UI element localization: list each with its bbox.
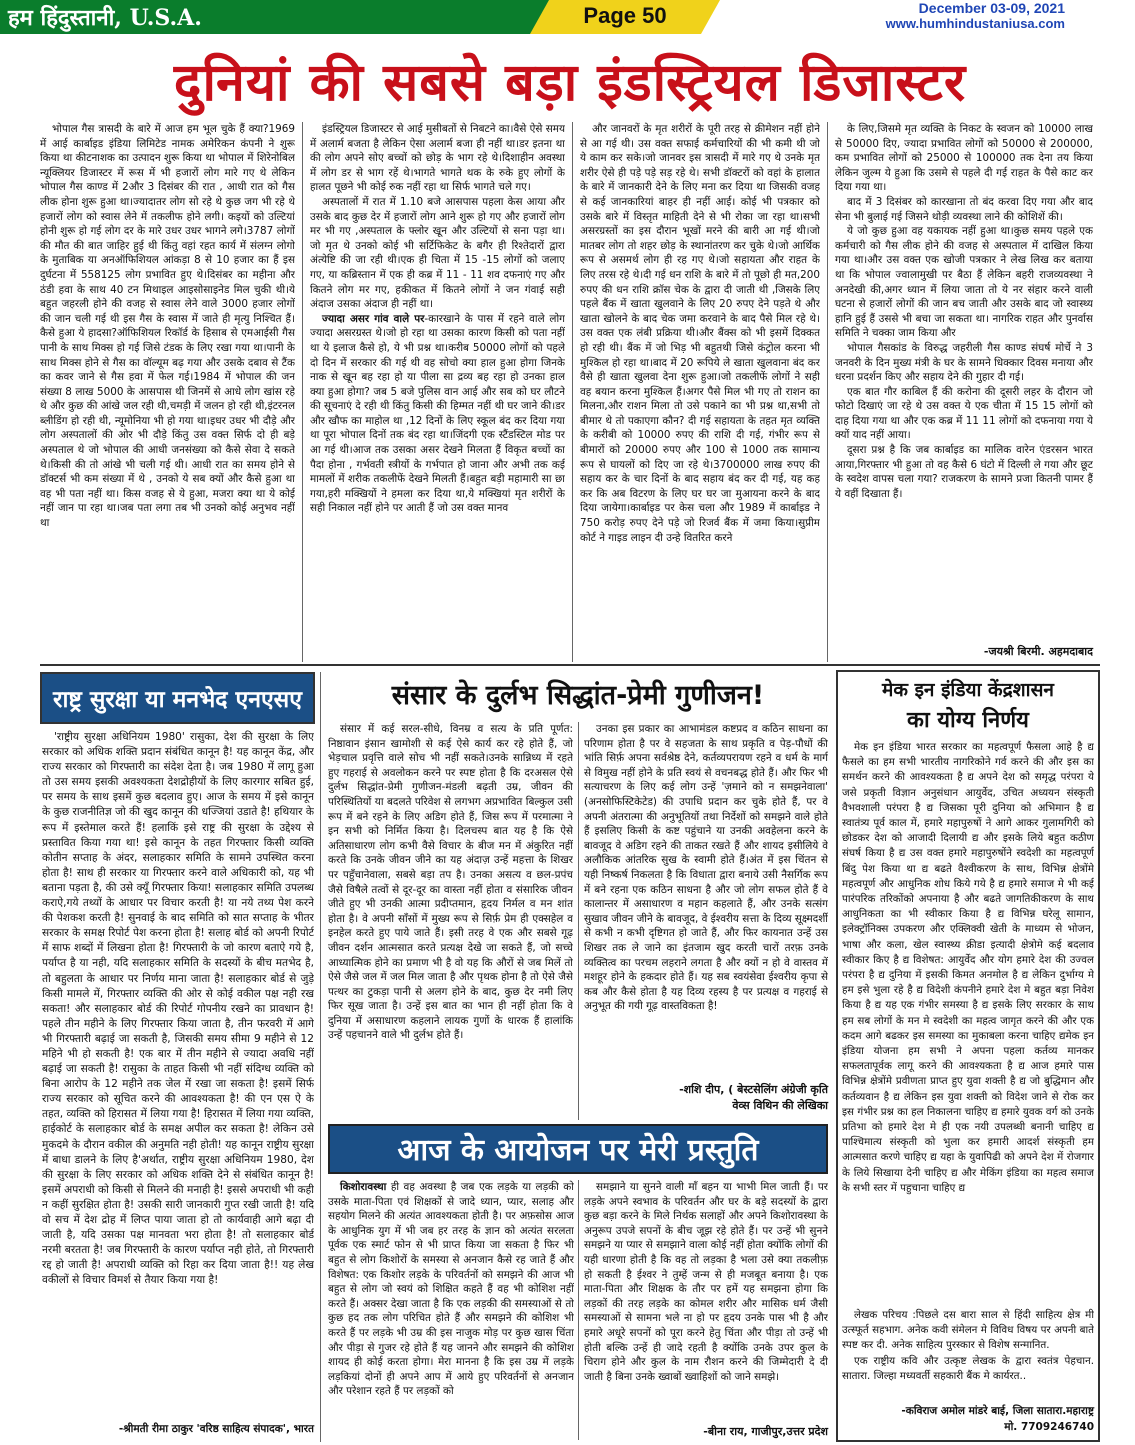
column-divider xyxy=(320,672,321,1442)
paragraph: दूसरा प्रश्न है कि जब कार्बाइड का मालिक वारेन एंडरसन भारत आया,गिरफ्तार भी हुआ तो वह कैसे 6 घंटो में दिल्ली ले गया और छूट के स्वदेश वापस चला गया? राजकरण के सामने प्रजा कितनी पामर हैं ये वहीं दिखाता हैं। xyxy=(835,444,1093,500)
paragraph: मेक इन इंडिया भारत सरकार का महत्वपूर्ण फैसला आहे है द्य फैसले का हम सभी भारतीय नागरिकोने गर्व करने की और इस का समर्थन करने की आवश्यकता है द्य अपने देश को समृद्ध परंपरा ये जसे प्रकृती विज्ञान अनुसंधान आयुर्वेद, उचित अध्ययन संस्कृती वैभवशाली परंपरा है द्य जिसका पूरी दुनिया को अभिमान है द्य स्वातंत्र्य पूर्व काल में, हमारे महापुरुषों ने आगे आकर गुलामगिरी को छोडकर देश को आजादी दिलायी द्य और इसके लिये बहुत कठीण संघर्ष किया है द्य उस वक्त हमारे महापुरुषोंने स्वदेशी का महत्वपूर्ण बिंदु पेश किया था द्य बढते वैश्वीकरण के साथ, विभिन्न क्षेत्रोंमे महत्वपूर्ण और आधुनिक शोध किये गये है द्य हमारे समाज मे भी कई पारंपरिक तरिकोंको अपनाया है और बढते जागतिकीकरण के साथ आधुनिकता का भी स्वीकार किया है द्य विभिन्न घरेलू सामान, इलेक्ट्रॉनिक्स उपकरण और एक्लिक्वी खेती के माध्यम से भोजन, भाषा और कला, खेल स्वास्थ्य क्रीडा इत्यादी क्षेत्रोमे कई बदलाव स्वीकार किए है द्य विशेषत: आयुर्वेद और योग हमारे देश की उज्वल परंपरा है द्य दुनिया में इसकी किमत अनमोल है द्य लेकिन दुर्भाग्य मे हम इसे भुला रहे है द्य विदेशी कंपनीने हमारे देश मे बहुत बड़ा निवेश किया है द्य यह एक गंभीर समस्या है द्य इसके लिए सरकार के साथ हम सब लोगों के मन मे स्वदेशी का महत्व जागृत करने की और एक कदम आगे बढकर इस समस्या का मुकाबला करना चाहिए द्यमेक इन इंडिया योजना हम सभी ने अपना पहला कर्तव्य मानकर सफलतापूर्वक लागू करने की आवश्यकता है द्य आज हमारे पास विभिन्न क्षेत्रोंमे प्रवीणता प्राप्त हुए युवा शक्ती है द्य जो बुद्धिमान और कर्तव्यवान है द्य लेकिन इस युवा शक्ती को विदेश जाने से रोक कर इस गंभीर प्रश्न का हल निकालना चाहिए द्य हमारे युवक वर्ग को उनके प्रतिभा को हमारे देश मे ही एक नयी उपलब्धी बनानी चाहिए द्य पाश्चिमात्य संस्कृती को भुला कर हमारी आदर्श संस्कृती हम आत्मसात करणे चाहिए द्य यहा के युवापिढी को अपने देश में रोजगार के लिये सिखाया देनी चाहिए द्य और मेकिंग इंडिया का महत्व समाज के सभी स्तर में पहुचाना चाहिए द्य xyxy=(842,741,1094,1194)
paragraph: और जानवरों के मृत शरीरों के पूरी तरह से क्रीमेशन नहीं होने से आ गई थी। उस वक्त सफाई कर्मचारियों की भी कमी थी जो ये काम कर सके।जो जानवर इस त्रासदी में मारे गए थे उनके मृत शरीर ऐसे ही पड़े पड़े सड़ रहे थे। सभी डॉक्टरों को वहां के हालात के बारे में जानकारी देने के लिए मना कर दिया था जिसकी वजह से कई जानकारियां बाहर ही नहीं आई। कोई भी पत्रकार को उसके बारे में विस्तृत माहिती देने से भी रोका जा रहा था।सभी असरग्रस्तों का इस दौरान भूखों मरने की बारी आ गई थी।जो मातबर लोग तो शहर छोड़ के स्थानांतरण कर चुके थे।जो आर्थिक रूप से असमर्थ लोग ही रह गए थे।जो सहायता और राहत के लिए तरस रहे थे।दी गई धन राशि के बारे में तो पूछो ही मत,200 रुपए की धन राशि क्रॉस चेक के द्वारा दी जाती थी ,जिसके लिए पहले बैंक में खाता खुलवाने के लिए 20 रुपए देने पड़ते थे और खाता खोलने के बाद चेक जमा करवाने के बाद पैसे मिल रहे थे। उस वक्त एक लंबी प्रक्रिया थी।और बैंक्स को भी इसमें दिक्कत हो रही थी। बैंक में जो भिड़ भी बहुतथी जिसे कंट्रोल करना भी मुश्किल हो रहा था।बाद में 20 रूपिये ले खाता खुलवाना बंद कर वैसे ही खाता खुलवा देना शुरू हुआ।जो तकलीफें लोगों ने सही वह बयान करना मुश्किल हैं।अगर पैसे मिल भी गए तो राशन का मिलना,और राशन मिला तो उसे पकाने का भी प्रश्न था,सभी तो बीमार थे तो पकाएगा कौन? दी गई सहायता के तहत मृत व्यक्ति के करीबी को 10000 रुपए की राशि दी गई, गंभीर रूप से बीमारों को 20000 रुपए और 100 से 1000 तक सामान्य रूप से घायलों को दिए जा रहे थे।3700000 लाख रुपए की सहाय कर के चार दिनों के बाद सहाय बंद कर दी गई, यह कह कर कि अब विटरण के लिए घर घर जा मुआयना करने के बाद दिया जायेगा।कार्बाइड पर केस चला और 1989 में कार्बाइड ने 750 करोड़ रुपए देने पड़े जो रिजर्व बैंक में जमा किया।सुप्रीम कोर्ट ने गाइड लाइन दी उन्हे वितरित करने xyxy=(580,123,820,544)
paragraph: किशोरावस्था ही वह अवस्था है जब एक लड़के या लड़की को उसके माता-पिता एवं शिक्षकों से जादे ध्यान, प्यार, सलाह और सहयोग मिलने की अत्यंत आवश्यकता होती है। पर अफ़सोस आज के आधुनिक युग में भी जब हर तरह के ज्ञान को अत्यंत सरलता पूर्वक एक स्मार्ट फोन से भी प्राप्त किया जा सकता है फिर भी बहुत से लोग किशोरों के समस्या से अनजान कैसे रह जाते हैं और विशेषत: एक किशोर लड़के के परिवर्तनों को समझने की आज भी बहुत से लोग जो स्वयं को शिक्षित कहते हैं वह भी कोशिश नहीं करते हैं। अक्सर देखा जाता है कि एक लड़की की समस्याओं से तो कुछ हद तक लोग परिचित होते हैं और समझने की कोशिश भी करते हैं पर लड़के भी उम्र की इस नाजुक मोड़ पर कुछ खास चिंता और पीड़ा से गुजर रहे होते हैं यह जानने और समझने की कोशिश शायद ही कोई करता होगा। मेरा मानना है कि इस उम्र में लड़के लड़कियां दोनों ही अपने आप में आये हुए परिवर्तनों से अनजान और परेशान रहते हैं पर लड़कों को xyxy=(328,1181,574,1398)
rare-article-col2 xyxy=(584,722,828,1080)
rare-byline-2: वेव्स विथिन की लेखिका xyxy=(732,1099,828,1112)
lead-word: किशोरावस्था xyxy=(340,1181,387,1193)
column-divider xyxy=(827,122,828,662)
subhead: ज्यादा असर गांव वाले पर xyxy=(322,312,425,325)
paragraph: एक राष्ट्रीय कवि और उत्कृष्ट लेखक के द्वारा स्वतंत्र पेहचान. सातारा. जिल्हा मध्यवर्ती सहकारी बैंक मे कार्यरत.. xyxy=(842,1354,1094,1382)
page-number: Page 50 xyxy=(583,3,667,28)
rare-article-col1 xyxy=(328,722,573,1120)
paragraph: भोपाल गैसकांड के विरुद्ध जहरीली गैस काण्ड संघर्ष मोर्चे ने 3 जनवरी के दिन मुख्य मंत्री के घर के सामने धिक्कार दिवस मनाया और धरना प्रदर्शन किए और सहाय देने की गुहार दी गई। xyxy=(835,341,1093,384)
event-article-col1 xyxy=(328,1180,574,1440)
nsa-article-body xyxy=(42,730,314,1420)
mii-body xyxy=(842,740,1094,1305)
rare-headline: संसार के दुर्लभ सिद्धांत-प्रेमी गुणीजन! xyxy=(391,680,765,711)
event-byline: -बीना राय, गाजीपुर,उत्तर प्रदेश xyxy=(703,1425,828,1438)
rare-byline: -शशि दीप, ( बेस्टसेलिंग अंग्रेजी कृति xyxy=(679,1083,828,1096)
paragraph: लेखक परिचय :पिछले दस बारा साल से हिंदी साहित्य क्षेत्र मी उत्स्फूर्त सहभाग. अनेक कवी संमेलन मे विविध विषय पर अपनी बाते स्पष्ट कर दी. अनेक साहित्य पुरस्कार से विशेष सन्मानित. xyxy=(842,1309,1094,1352)
column-divider xyxy=(578,722,579,1120)
paragraph: संसार में कई सरल-सीधे, विनम्र व सत्य के प्रति पूर्णत: निष्ठावान इंसान खामोशी से कई ऐसे कार्य कर रहे होते हैं, जो भेड़चाल प्रवृत्ति वाले सोच भी नहीं सकते।उनके सान्निध्य में रहते हुए गहराई से अवलोकन करने पर स्पष्ट होता है कि दरअसल ऐसे दुर्लभ सिद्धांत-प्रेमी गुणीजन-मंडली बढ़ती उम्र, जीवन की परिस्थितियों या बदलते परिवेश से लगभग अप्रभावित बिल्कुल उसी रूप में बने रहने के लिए अडिग होते हैं, जिस रूप में परमात्मा ने इन सभी को निर्मित किया है। दिलचस्प बात यह है कि ऐसे अतिसाधारण लोग कभी वैसे विचार के बीज मन में अंकुरित नहीं करते कि उनके जीवन जीने का यह अंदाज़ उन्हें महत्ता के शिखर पर पहुँचानेवाला, सबसे बड़ा तप है। उनका असत्य व छल-प्रपंच जैसे विषैले तत्वों से दूर-दूर का वास्ता नहीं होता व संसारिक जीवन जीते हुए भी उनकी आत्मा प्रदीप्तमान, हृदय निर्मल व मन शांत होता है। वे अपनी साँसों में मुख्य रूप से सिर्फ़ प्रेम ही एक्सहेल व इनहेल करते हुए पाये जाते हैं। इसी तरह वे एक और सबसे गूढ़ जीवन दर्शन आत्मसात करते प्रत्यक्ष देखे जा सकते हैं, जो सच्चे आध्यात्मिक होने का प्रमाण भी है वो यह कि औरों से जब मिलें तो ऐसे जैसे जल में जल मिल जाता है और पृथक होना है तो ऐसे जैसे पत्थर का टुकड़ा पानी से अलग होने के बाद, कुछ देर नमी लिए फिर सूख जाता है। उन्हें इस बात का भान ही नहीं होता कि वे दुनिया में असाधारण कहलाने लायक गुणों के धारक हैं हालांकि उन्हें पहचानने वाले भी दुर्लभ होते हैं। xyxy=(328,723,573,1042)
paragraph: समझाने या सुनने वाली माँ बहन या भाभी मिल जाती हैं। पर लड़के अपने स्वभाव के परिवर्तन और घर के बड़े सदस्यों के द्वारा कुछ बड़ा करने के मिले निर्थक सलाहों और अपने किशोरावस्था के अनुरूप उपजे सपनों के बीच जूझ रहे होते हैं। पर उन्हें भी सुनने समझने या प्यार से समझाने वाला कोई नहीं होता क्योंकि लोगों की यही धारणा होती है कि वह तो लड़का है भला उसे क्या तकलीफ़ हो सकती है ईश्वर ने तुम्हें जन्म से ही मजबूत बनाया है। एक माता-पिता और शिक्षक के तौर पर हमें यह समझना होगा कि लड़कों की तरह लड़के का कोमल शरीर और मासिक धर्म जैसी समस्याओं से सामना भले ना हो पर हृदय उनके पास भी है और हमारे अधूरे सपनों को पूरा करने हेतु चिंता और पीड़ा तो उन्हें भी होती बल्कि उन्हें ही जादे रहती है क्योंकि उनके उपर कुल के चिराग होने और कुल के नाम रौशन करने की जिम्मेदारी दे दी जाती है बिना उनके ख्वाबों ख्वाहिशों को जाने समझे। xyxy=(584,1181,828,1383)
paragraph: के लिए,जिसमे मृत व्यक्ति के निकट के स्वजन को 10000 लाख से 50000 दिए, ज्यादा प्रभावित लोगों को 50000 से 200000, कम प्रभावित लोगों को 25000 से 100000 तक देना तय किया लेकिन जुल्म ये हुआ कि उसमे से पहले दी गई राहत के पैसे काट कर दिया गया था। xyxy=(835,123,1093,194)
website-url[interactable]: www.humhindustaniusa.com xyxy=(885,16,1065,31)
paragraph: एक बात गौर काबिल हैं की करोना की दूसरी लहर के दौरान जो फोटो दिखाएं जा रहे थे उस वक्त ये एक चीता में 15 15 लोगों को दाह दिया गया था और एक कब्र में 11 11 लोगों को दफनाया गया ये क्यों याद नहीं आया। xyxy=(835,385,1093,442)
paragraph: भोपाल गैस त्रासदी के बारे में आज हम भूल चुके हैं क्या?1969 में आई कार्बाइड इंडिया लिमिटेड नामक अमेरिकन कंपनी ने शुरू किया था कीटनाशक का उत्पादन शुरू किया था भोपाल में शिरेनोबिल न्यूक्लियर डिजास्टर में रूस में भी हजारों लोग मारे गए थे लेकिन भोपाल गैस काण्ड में 2और 3 दिसंबर की रात , आधी रात को गैस लीक होना शुरू हुआ था।ज्यादातर लोग सो रहे थे कुछ जग भी रहे थे हजारों लोग को स्वास लेने में तकलीफ होने लगी। कइयों को उल्टियां होनी शुरू हो गई लोग दर के मारे उधर उधर भागने लगे।3787 लोगों की मौत की बात जाहिर हुई थी किंतु वहां रहत कार्य में संलग्न लोगो के मुताबिक या अनऑफिशियल आंकड़ा 8 से 10 हजार का हैं इस दुर्घटना में 558125 लोग प्रभावित हुए थे।दिसंबर का महीना और ठंडी हवा के साथ 40 टन मिथाइल आइसोसाइनेड मिल चुकी थी।ये बहुत जहरली होने की वजह से स्वास लेने वाले 3000 हजार लोगों की जान चली गई थी इस गैस के स्वास में जाते ही मृत्यु निश्चित हैं। कैसे हुआ ये हादसा?ऑफिशियल रिकॉर्ड के हिसाब से एमआईसी गैस पानी के साथ मिक्स हो गई जिसे टंडक के लिए रखा गया था।पानी के साथ मिक्स होने से गैस का वॉल्यूम बढ़ गया और उसके दबाव से टैंक का कवर जाने से गैस हवा में फेल गई।1984 में भोपाल की जन संख्या 8 लाख 5000 के आसपास थी जिनमें से आधे लोग खांस रहे थे और कुछ की आंखे जल रही थी,चमड़ी में जलन हो रही थी,इंटरनल ब्लीडिंग हो रही थी, न्यूमोनिया भी हो गया था।इधर उधर भी दौड़े और लोग अस्पतालों की ओर भी दौड़े किंतु उस वक्त सिर्फ दो ही बड़े अस्पताल थे जो भोपाल की आधी जनसंख्या को कैसे सेवा दे सकते थे।किसी की तो आंखे भी चली गई थी। आधी रात का समय होने से डॉक्टर्स भी कम संख्या में थे , उनको ये सब क्यों और कैसे हुआ था वह भी पता नहीं था। किस वजह से ये हुआ, मजरा क्या था ये कोई नहीं जान पा रहा था।जब पता लगा तब भी उनको कोई अनुभव नहीं था xyxy=(40,123,295,530)
masthead-title: हम हिंदुस्तानी, U.S.A. xyxy=(8,5,202,31)
column-divider xyxy=(302,122,303,662)
nsa-headline: राष्ट्र सुरक्षा या मनभेद एनएसए xyxy=(40,672,315,724)
paragraph: उनका इस प्रकार का आभामंडल कष्टप्रद व कठिन साधना का परिणाम होता है पर वे सहजता के साथ प्रकृति व पेड़-पौधों की भांति सिर्फ़ अपना सर्वश्रेष्ठ देने, कर्तव्यपरायण रहने व धर्म के मार्ग से विमुख नहीं होने के प्रति स्वयं से वचनबद्ध होते हैं। और फिर भी सत्याचरण के लिए कई लोग उन्हें 'ज़माने को न समझनेवाला' (अनसोफिस्टिकेटेड) की उपाधि प्रदान कर चुके होते हैं, पर वे अपनी अंतरात्मा की अनुभूतियों तथा निर्देशों को समझने वाले होते हैं इसलिए किसी के कष्ट पहुंचाने या उनकी अवहेलना करने के बावजूद वे अडिग रहने की ताकत रखते हैं और शायद इसीलिये वे अलौकिक आंतरिक सुख के स्वामी होते हैं।अंत में इस चिंतन से यही निष्कर्ष निकलता है कि विधाता द्वारा बनाये उसी नैसर्गिक रूप में बने रहना एक कठिन साधना है और जो लोग सफल होते हैं वे कालान्तर में असाधारण व महान कहलाते हैं, और उनके सत्संग सुखाव जीवन जीने के बावजूद, वे ईश्वरीय सत्ता के दिव्य सूक्ष्मदर्शी से कभी न कभी दृष्टिगत हो जाते हैं, और फिर कायनात उन्हें उस शिखर तक ले जाने का इंतजाम खुद करती चारों तरफ़ उनके व्यक्तित्व का परचम लहराने लगता है और क्यों न हो वे वास्तव में मशहूर होने के हकदार होते हैं। यह सब स्वयंसेवा ईश्वरीय कृपा से कब और कैसे होता है यह दिव्य रहस्य है पर प्रत्यक्ष व गहराई से अनुभूत की गयी गूढ़ वास्तविकता है! xyxy=(584,723,828,1013)
mii-phone: मो. 7709246740 xyxy=(1004,1421,1094,1433)
mii-headline-line1: मेक इन इंडिया केंद्रशासन xyxy=(882,679,1054,701)
event-headline: आज के आयोजन पर मेरी प्रस्तुति xyxy=(328,1124,828,1174)
paragraph: बाद में 3 दिसंबर को कारखाना तो बंद करवा दिए गया और बाद सेना भी बुलाई गई जिसने थोड़ी व्यवस्था लाने की कोशिशें की। xyxy=(835,195,1093,223)
paragraph: ज्यादा असर गांव वाले पर-कारखाने के पास में रहने वाले लोग ज्यादा असरग्रस्त थे।जो हो रहा था उसका कारण किसी को पता नहीं था ये इलाज कैसे हो, ये भी प्रश्न था।करीब 50000 लोगों को पहले दो दिन में सरकार की गई थी वह सोचो क्या हाल हुआ होगा जिनके नाक से खून बह रहा हो या पीला सा द्रव्य बह रहा हो उनका हाल क्या हुआ होगा? जब 5 बजे पुलिस वान आई और सब को घर लौटने की सूचनाएं दे रही थी किंतु किसी की हिम्मत नहीं थी घर जाने की।डर और खौफ का माहोल था ,12 दिनों के लिए स्कूल बंद कर दिया गया था पूरा भोपाल दिनों तक बंद रहा था।जिंदगी एक स्टैंडस्टिल मोड पर आ गई थी।आज तक उसका असर देखने मिलता हैं विकृत बच्चों का पैदा होना , गर्भवती स्त्रीयों के गर्भपात हो जाना और अभी तक कई मामलों में शरीक तकलीफें देखने मिलती हैं।बहुत बड़ी महामारी सा छा गया,हरी मक्खियों ने हमला कर दिया था,ये मक्खियां मृत शरीरों के सही निकाल नहीं होने पर आती हैं जो उस वक्त मानव xyxy=(310,312,565,515)
mii-headline-line2: का योग्य निर्णय xyxy=(907,708,1029,733)
mii-byline: -कविराज अमोल मांडरे बाई, जिला सातारा.महाराष्ट्र xyxy=(901,1405,1094,1417)
mii-author-bio xyxy=(842,1308,1094,1400)
column-divider xyxy=(572,122,573,662)
main-headline: दुनियां की सबसे बड़ा इंडस्ट्रियल डिजास्टर xyxy=(173,53,967,113)
section-divider xyxy=(40,664,1100,666)
page-header xyxy=(0,0,1135,34)
issue-date: December 03-09, 2021 xyxy=(918,0,1065,16)
paragraph: अस्पतालों में रात में 1.10 बजे आसपास पहला केस आया और उसके बाद कुछ देर में हजारों लोग आने शुरू हो गए और हजारों लोग मर भी गए ,अस्पताल के फ्लोर खून और उल्टियों से सना पड़ा था। जो मृत थे उनको कोई भी सर्टिफिकेट के बगैर ही रिश्तेदारों द्वारा अंत्येष्टि की जा रही थी।एक ही चिता में 15 -15 लोगों को जलाए गए, या कब्रिस्तान में एक ही कब्र में 11 - 11 शव दफनाएं गए और कितने लोग मर गए, हकीकत में कितने लोगों ने जन गंवाई सही अंदाज उसका अंदाज ही नहीं था। xyxy=(310,195,565,311)
column-divider xyxy=(578,1180,579,1440)
main-article-col4 xyxy=(835,122,1093,642)
main-article-col2 xyxy=(310,122,565,662)
paragraph: 'राष्ट्रीय सुरक्षा अधिनियम 1980' रासुका, देश की सुरक्षा के लिए सरकार को अधिक शक्ति प्रदान संबंधित कानून है! यह कानून केंद्र, और राज्य सरकार को गिरफ्तारी का संदेश देता है। जब 1980 में लागू हुआ तो उस समय इसकी अवश्यकता देशद्रोहीयों के लिए कारगार सबित हुई, पर समय के साथ इसमें कुछ बदलाव हुए। आज के समय में इसे कानून के कुछ राजनीतिज्ञ जो की खुद कानून की धज्जियां उडाते है! हथियार के रूप में इस्तेमाल करते हैं! हलाकिं इसे राष्ट्र की सुरक्षा के उद्देश्य से प्रस्तावित किया गया था! इसे कानून के तहत गिरफ्तार किसी व्यक्ति कोतीन सप्ताह के अंदर, सलाहकार समिति के सामने उपस्थित करना होता है! साथ ही सरकार या गिरफ्तार करने वाले अधिकारी को, यह भी बताना पड़ता है, की उसे क्यूँ गिरफ्तार किया! सलाहकार समिति उपलब्ध कराऐ,गये तथ्यों के आधार पर विचार करती है! या नये तथ्य पेश करने की पेशकश करती है! सुनवाई के बाद समिति को सात सप्ताह के भीतर सरकार के समक्ष रिपोर्ट पेश करना होता है! सलाह बोर्ड को अपनी रिपोर्ट में साफ शब्दों में लिखना होता है! गिरफ्तारी के जो कारण बताऐ गये है, पर्याप्त है या नही, यदि सलाहकार समिति के सदस्यों के बीच मतभेद है, तो बहुलता के आधार पर निर्णय माना जाता है! सलाहकार बोर्ड से जुड़े किसी मामले में, गिरफ्तार व्यक्ति की ओर से कोई वकील पक्ष नही रख सकता! और सलाहकार बोर्ड की रिपोर्ट गोपनीय रखने का प्रावधान है! पहले तीन महीने के लिए गिरफ्तार किया जाता है, तीन फरवरी में आगे भी गिरफ्तारी बढ़ाई जा सकती है, जिसकी समय सीमा 9 महीने से 12 महिने भी हो सकती है! एक बार में तीन महीने से ज्यादा अवधि नहीं बढ़ाई जा सकती है! रासुका के ताहत किसी भी नहीं संदिग्ध व्यक्ति को बिना आरोप के 12 महीने तक जेल में रखा जा सकता है! इसमें सिर्फ राज्य सरकार को सूचित करने की आवश्यकता है! की एन एस ऐ के तहत, व्यक्ति को हिरासत में लिया गया है! हिरासत में लिया गया व्यक्ति, हाईकोर्ट के सलाहकार बोर्ड के समक्ष अपील कर सकता है! लेकिन उसे मुकदमे के दौरान वकील की अनुमति नही होती! यह कानून राष्ट्रीय सुरक्षा में बाधा डालने के लिए है'अर्थात, राष्ट्रीय सुरक्षा अधिनियम 1980, देश की सुरक्षा के लिए सरकार को अधिक शक्ति देने से संबंधित कानून है! इसमें अपराधी को किसी से मिलने की मनाही है! इससे अपराधी भी कही न कहीं सुरक्षित होता है! उसकी सारी जानकारी गुप्त रखी जाती है! यदि वो सच में देश द्रोह में लिप्त पाया जाता हो तो कार्यवाही आगे बढ़ा दी जाती है, यदि उसका पक्ष मानवता भरा होता है! तो सलाहकार बोर्ड नरमी बरतता है! जब गिरफ्तारी के कारण पर्याप्त नही होते, तो गिरफ्तारी रद्द हो जाती है! अपराधी व्यक्ति को रिहा कर दिया जाता है!! यह लेख वकीलों से विचार विमर्श से तैयार किया गया है! xyxy=(42,731,314,1287)
nsa-byline: -श्रीमती रीमा ठाकुर 'वरिष्ठ साहित्य संपादक', भारत xyxy=(118,1423,314,1435)
main-byline: -जयश्री बिरमी. अहमदाबाद xyxy=(983,645,1093,658)
event-article-col2 xyxy=(584,1180,828,1420)
paragraph: ये जो कुछ हुआ वह यकायक नहीं हुआ था।कुछ समय पहले एक कर्मचारी को गैस लीक होने की वजह से अस्पताल में दाखिल किया गया था।और उस वक्त एक खोजी पत्रकार ने लेख लिख कर बताया था कि भोपाल ज्वालामुखी पर बैठा हैं लेकिन बहरी राजव्यवस्था ने अनदेखी की,अगर ध्यान में लिया जाता तो ये नर संहार करने वाली घटना से हजारों लोगों की जान बच जाती और उसके बाद जो स्वास्थ्य हानि हुई हैं उससे भी बचा जा सकता था। नागरिक राहत और पुनर्वास समिति ने चक्का जाम किया और xyxy=(835,225,1093,340)
paragraph: इंडस्ट्रियल डिजास्टर से आई मुसीबतों से निबटने का।वैसे ऐसे समय में अलार्म बजता है लेकिन ऐसा अलार्म बजा ही नहीं था।डर इतना था की लोग अपने सोए बच्चों को छोड़ के भाग रहे थे।दिशाहीन अवस्था में लोग डर से भाग रहें थे।भागते भागते थक के रुके हुए लोगों के हालत पूछने भी कोई रुक नहीं रहा था सिर्फ भागते चले गए। xyxy=(310,123,565,194)
main-article-col1 xyxy=(40,122,295,662)
main-article-col3 xyxy=(580,122,820,662)
